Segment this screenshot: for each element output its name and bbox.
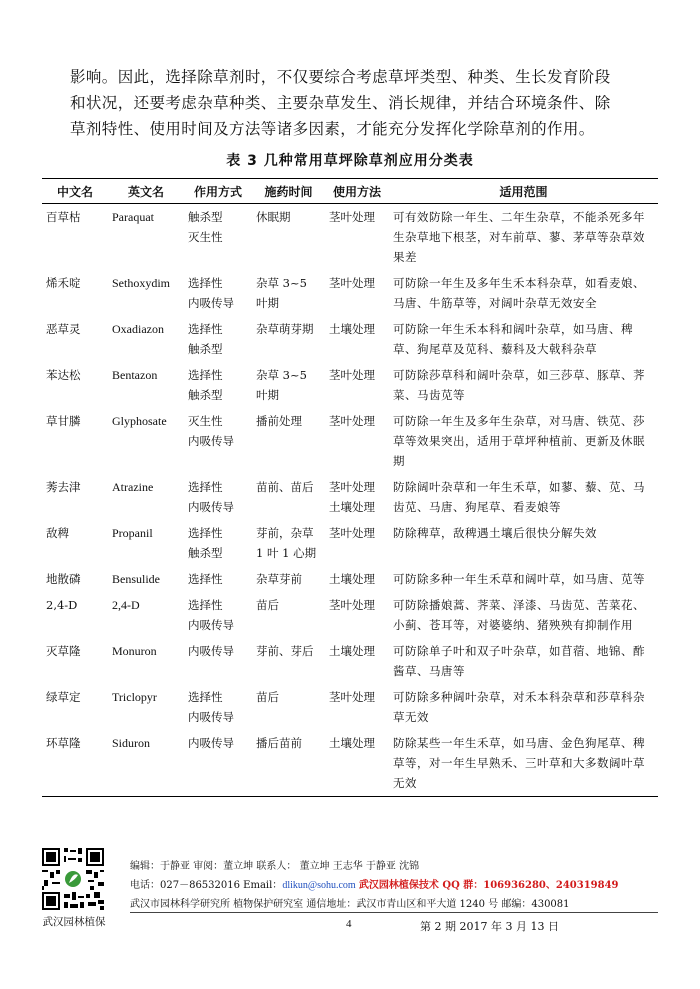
mode-cell: 选择性 内吸传导	[188, 276, 234, 310]
scope-cell: 可防除一年生及多年生禾本科杂草，如看麦娘、马唐、牛筋草等，对阔叶杂草无效安全	[393, 276, 645, 310]
chinese-name-cell: 恶草灵	[46, 322, 81, 336]
time-cell: 休眠期	[256, 210, 291, 224]
time-cell: 播前处理	[256, 414, 302, 428]
chinese-name-cell: 草甘膦	[46, 414, 81, 428]
herbicide-table	[42, 178, 658, 797]
chinese-name-cell: 2,4-D	[46, 598, 78, 612]
qr-label: 武汉园林植保	[42, 916, 106, 928]
table-row	[42, 638, 658, 684]
chinese-name-cell: 百草枯	[46, 210, 81, 224]
table-row	[42, 474, 658, 520]
method-cell: 土壤处理	[325, 730, 389, 797]
time-cell: 芽前，杂草 1 叶 1 心期	[256, 526, 317, 560]
header-scope: 适用范围	[389, 179, 658, 204]
time-cell: 杂草芽前	[256, 572, 302, 586]
method-cell: 茎叶处理	[329, 690, 375, 704]
scope-cell: 可防除多种阔叶杂草，对禾本科杂草和莎草科杂草无效	[393, 690, 645, 724]
method-cell: 茎叶处理	[329, 414, 375, 428]
method-cell: 茎叶处理 土壤处理	[329, 480, 375, 514]
method-cell: 土壤处理	[329, 322, 375, 336]
footer-credits: 编辑：于静亚 审阅：董立坤 联系人： 董立坤 王志华 于静亚 沈锦	[130, 861, 420, 872]
header-method: 使用方法	[325, 179, 389, 204]
table-row	[42, 408, 658, 474]
intro-line: 草剂特性、使用时间及方法等诸多因素，才能充分发挥化学除草剂的作用。	[70, 120, 595, 138]
scope-cell: 可防除播娘蒿、荠菜、泽漆、马齿苋、苦菜花、小蓟、苍耳等，对婆婆纳、猪殃殃有抑制作用	[393, 598, 645, 632]
header-english-name: 英文名	[108, 179, 184, 204]
intro-line: 影响。因此，选择除草剂时，不仅要综合考虑草坪类型、种类、生长发育阶段	[70, 68, 611, 86]
chinese-name-cell: 绿草定	[46, 690, 81, 704]
scope-cell: 可防除莎草科和阔叶杂草，如三莎草、豚草、荠菜、马齿苋等	[393, 368, 645, 402]
method-cell: 茎叶处理	[329, 276, 375, 290]
table-header-row	[42, 179, 658, 204]
table-caption: 表 3 几种常用草坪除草剂应用分类表	[226, 153, 474, 169]
header-time: 施药时间	[252, 179, 325, 204]
footer-address: 武汉市园林科学研究所 植物保护研究室 通信地址：武汉市青山区和平大道 1240 号 邮编：430081	[130, 899, 570, 910]
chinese-name-cell: 地散磷	[46, 572, 81, 586]
english-name-cell: Sethoxydim	[112, 276, 171, 290]
english-name-cell: Glyphosate	[112, 414, 167, 428]
header-mode: 作用方式	[184, 179, 252, 204]
mode-cell: 触杀型 灭生性	[188, 210, 223, 244]
footer-email[interactable]: dlikun@sohu.com	[282, 880, 356, 891]
table-row	[42, 316, 658, 362]
table-row	[42, 730, 658, 797]
mode-cell: 选择性 触杀型	[188, 322, 223, 356]
scope-cell: 可防除单子叶和双子叶杂草，如苜蓿、地锦、酢酱草、马唐等	[393, 644, 645, 678]
header-chinese-name: 中文名	[42, 179, 108, 204]
mode-cell: 内吸传导	[184, 730, 252, 797]
intro-paragraph	[70, 64, 640, 142]
time-cell: 播后苗前	[252, 730, 325, 797]
english-name-cell: Atrazine	[112, 480, 154, 494]
chinese-name-cell: 苯达松	[46, 368, 81, 382]
english-name-cell: Siduron	[108, 730, 184, 797]
english-name-cell: Oxadiazon	[112, 322, 164, 336]
scope-cell: 可防除一年生禾本科和阔叶杂草，如马唐、稗草、狗尾草及苋科、藜科及大戟科杂草	[393, 322, 633, 356]
english-name-cell: 2,4-D	[112, 598, 140, 612]
mode-cell: 选择性 触杀型	[188, 368, 223, 402]
english-name-cell: Triclopyr	[112, 690, 157, 704]
method-cell: 茎叶处理	[329, 598, 375, 612]
scope-cell: 防除阔叶杂草和一年生禾草，如蓼、藜、苋、马齿苋、马唐、狗尾草、看麦娘等	[393, 480, 645, 514]
scope-cell: 可防除一年生及多年生杂草，对马唐、铁苋、莎草等效果突出，适用于草坪种植前、更新及休眠期	[393, 414, 645, 468]
mode-cell: 灭生性 内吸传导	[188, 414, 234, 448]
table-row	[42, 270, 658, 316]
table-row	[42, 520, 658, 566]
english-name-cell: Bensulide	[112, 572, 160, 586]
page-number: 4	[346, 918, 352, 930]
table-row	[42, 592, 658, 638]
table-row	[42, 566, 658, 592]
chinese-name-cell: 环草隆	[42, 730, 108, 797]
footer-qq-group: 武汉园林植保技术 QQ 群：106936280、240319849	[358, 880, 619, 891]
method-cell: 土壤处理	[329, 572, 375, 586]
table-row	[42, 684, 658, 730]
issue-date: 第 2 期 2017 年 3 月 13 日	[420, 920, 559, 933]
scope-cell: 防除某些一年生禾草，如马唐、金色狗尾草、稗草等，对一年生早熟禾、三叶草和大多数阔叶草无效	[389, 730, 658, 797]
table-row	[42, 204, 658, 271]
time-cell: 杂草 3~5 叶期	[256, 276, 307, 310]
time-cell: 苗前、苗后	[256, 480, 314, 494]
method-cell: 土壤处理	[329, 644, 375, 658]
method-cell: 茎叶处理	[329, 210, 375, 224]
scope-cell: 可防除多种一年生禾草和阔叶草，如马唐、苋等	[393, 572, 645, 586]
mode-cell: 选择性 内吸传导	[188, 598, 234, 632]
chinese-name-cell: 灭草隆	[46, 644, 81, 658]
mode-cell: 选择性 内吸传导	[188, 480, 234, 514]
intro-line: 和状况，还要考虑杂草种类、主要杂草发生、消长规律，并结合环境条件、除	[70, 94, 611, 112]
method-cell: 茎叶处理	[329, 526, 375, 540]
footer-info	[130, 857, 650, 914]
time-cell: 杂草萌芽期	[256, 322, 314, 336]
mode-cell: 选择性	[188, 572, 223, 586]
scope-cell: 防除稗草，敌稗遇土壤后很快分解失效	[393, 526, 597, 540]
english-name-cell: Monuron	[112, 644, 157, 658]
footer-phone: 电话：027－86532016 Email：	[130, 880, 283, 891]
scope-cell: 可有效防除一年生、二年生杂草，不能杀死多年生杂草地下根茎，对车前草、蓼、茅草等杂草效果差	[393, 210, 645, 264]
english-name-cell: Bentazon	[112, 368, 158, 382]
method-cell: 茎叶处理	[329, 368, 375, 382]
footer-divider	[130, 912, 658, 913]
mode-cell: 内吸传导	[188, 644, 234, 658]
english-name-cell: Paraquat	[112, 210, 154, 224]
mode-cell: 选择性 触杀型	[188, 526, 223, 560]
footer-contact	[130, 876, 650, 895]
time-cell: 芽前、芽后	[256, 644, 314, 658]
chinese-name-cell: 烯禾啶	[46, 276, 81, 290]
time-cell: 苗后	[256, 598, 279, 612]
table-row	[42, 362, 658, 408]
chinese-name-cell: 莠去津	[46, 480, 81, 494]
qr-code	[40, 846, 106, 912]
chinese-name-cell: 敌稗	[46, 526, 69, 540]
english-name-cell: Propanil	[112, 526, 153, 540]
mode-cell: 选择性 内吸传导	[188, 690, 234, 724]
time-cell: 苗后	[256, 690, 279, 704]
time-cell: 杂草 3~5 叶期	[256, 368, 307, 402]
